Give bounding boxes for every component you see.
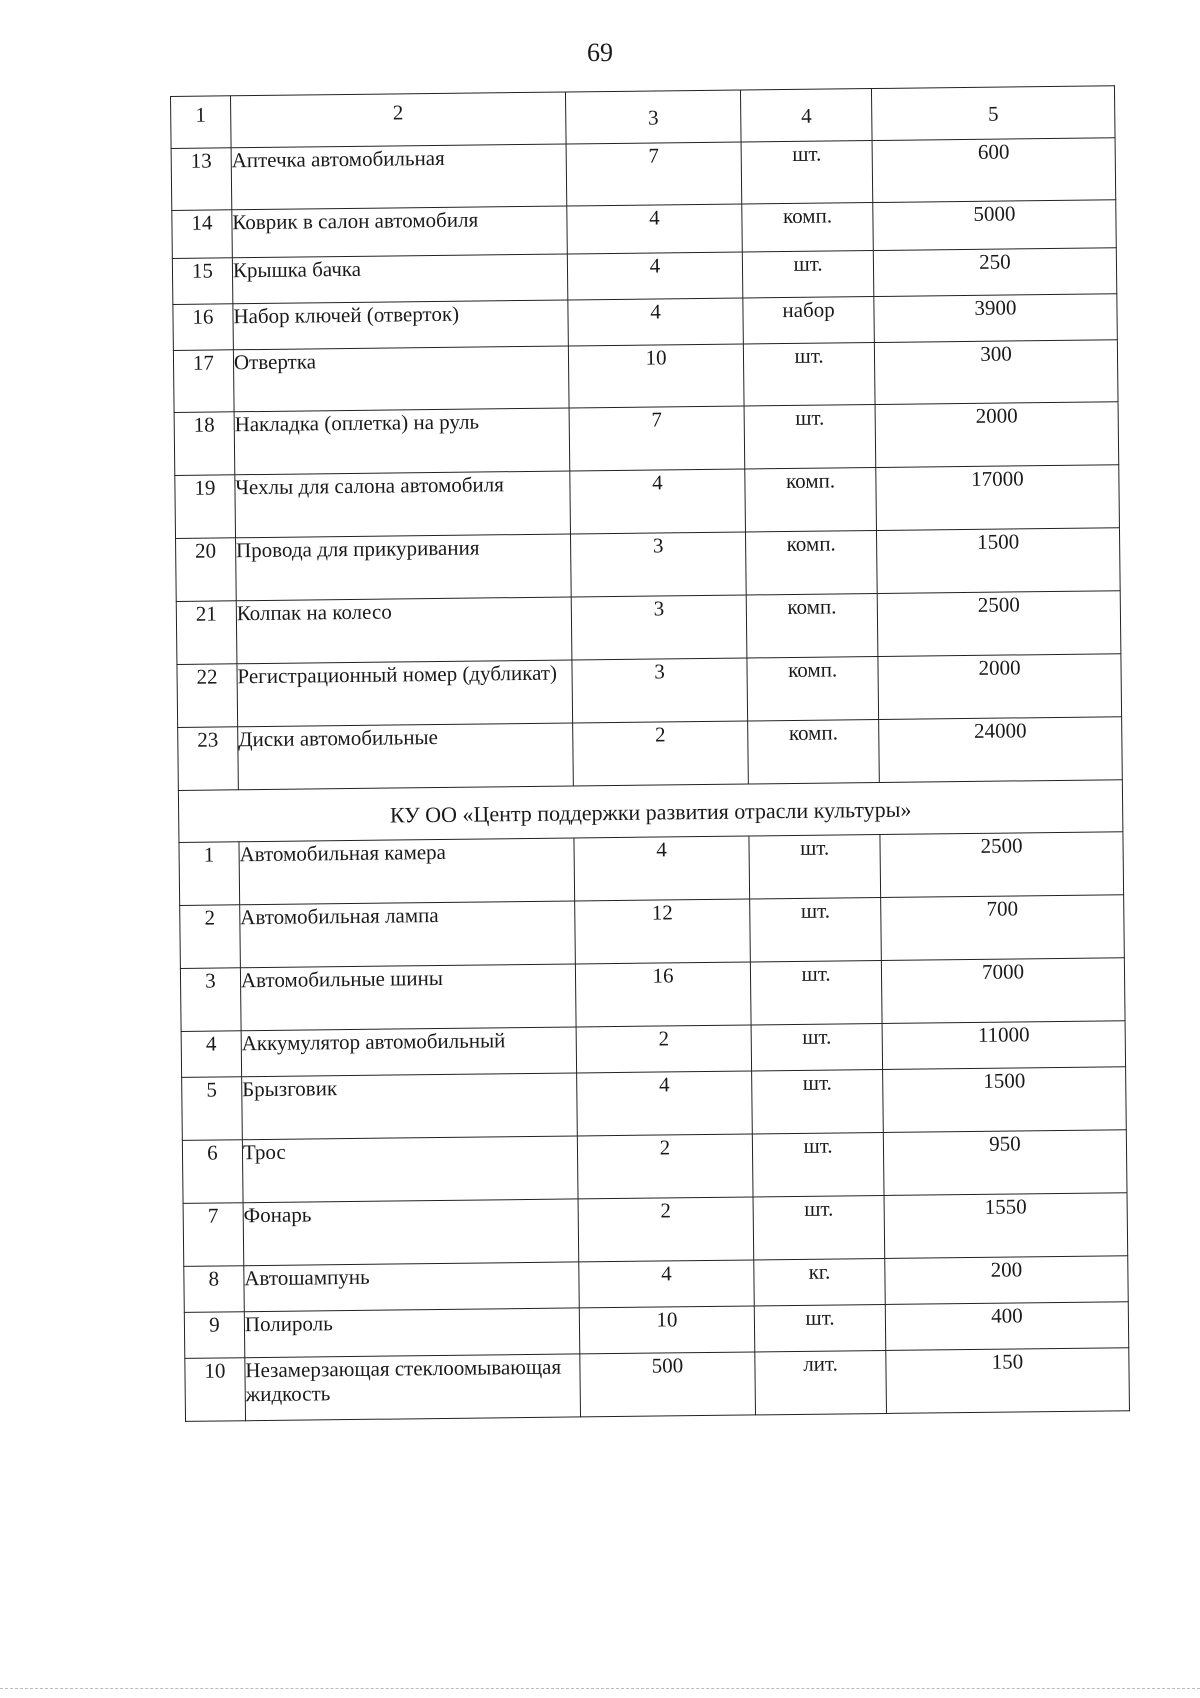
header-col-5: 5	[872, 86, 1116, 141]
item-number: 4	[181, 1031, 241, 1078]
item-price: 3900	[874, 294, 1117, 343]
item-number: 3	[180, 968, 241, 1032]
item-quantity: 2	[577, 1134, 753, 1199]
item-number: 21	[176, 601, 237, 665]
item-quantity: 4	[579, 1260, 755, 1308]
table-row	[173, 340, 1118, 413]
item-unit: комп.	[746, 531, 878, 595]
item-unit: шт.	[750, 897, 882, 961]
table-row	[182, 1067, 1127, 1141]
table-row	[185, 1348, 1130, 1422]
section-title: КУ ОО «Центр поддержки развития отрасли культуры»	[178, 780, 1123, 843]
item-number: 10	[185, 1358, 246, 1422]
item-name: Провода для прикуривания	[235, 534, 571, 601]
table-row	[177, 654, 1122, 728]
item-price: 2500	[877, 591, 1121, 657]
item-quantity: 10	[579, 1306, 755, 1354]
header-col-2: 2	[230, 92, 566, 148]
item-unit: шт.	[752, 1069, 884, 1133]
item-unit: шт.	[753, 1195, 885, 1259]
item-price: 200	[885, 1256, 1128, 1305]
item-name: Трос	[242, 1136, 578, 1203]
item-name: Аккумулятор автомобильный	[241, 1027, 577, 1077]
item-price: 2500	[880, 832, 1124, 898]
item-unit: шт.	[742, 251, 873, 298]
item-name: Чехлы для салона автомобиля	[235, 471, 571, 538]
item-number: 13	[171, 148, 232, 211]
item-unit: шт.	[744, 343, 876, 406]
item-name: Брызговик	[242, 1073, 578, 1140]
item-name: Автошампунь	[244, 1262, 580, 1312]
item-number: 19	[175, 475, 236, 539]
table-row	[176, 528, 1121, 602]
item-unit: шт.	[751, 960, 883, 1024]
item-name: Автомобильные шины	[240, 964, 576, 1031]
item-name: Фонарь	[243, 1199, 579, 1266]
items-table-body	[171, 86, 1130, 1422]
items-table	[170, 85, 1130, 1422]
table-row	[179, 832, 1124, 906]
item-name: Автомобильная лампа	[240, 901, 576, 968]
item-number: 2	[180, 905, 241, 969]
header-col-1: 1	[171, 96, 231, 149]
header-col-4: 4	[741, 89, 872, 142]
item-quantity: 10	[568, 344, 744, 408]
item-unit: шт.	[744, 405, 876, 469]
item-quantity: 3	[570, 532, 746, 597]
item-quantity: 12	[575, 899, 751, 964]
item-number: 9	[184, 1312, 244, 1359]
item-quantity: 7	[566, 142, 742, 206]
item-number: 1	[179, 842, 240, 906]
header-col-3: 3	[565, 90, 741, 144]
item-quantity: 7	[569, 406, 745, 471]
item-number: 22	[177, 664, 238, 728]
item-quantity: 4	[574, 836, 750, 901]
item-price: 300	[874, 340, 1118, 405]
item-number: 23	[178, 727, 239, 791]
item-name: Накладка (оплетка) на руль	[234, 408, 570, 475]
item-quantity: 2	[576, 1025, 752, 1073]
item-quantity: 4	[567, 252, 743, 300]
item-quantity: 4	[568, 298, 744, 346]
item-number: 20	[176, 538, 237, 602]
item-price: 2000	[878, 654, 1122, 720]
item-quantity: 2	[573, 721, 749, 786]
table-row	[180, 958, 1125, 1032]
table-row	[174, 402, 1119, 476]
table-row	[183, 1193, 1128, 1267]
item-price: 950	[883, 1130, 1127, 1196]
item-price: 1550	[884, 1193, 1128, 1259]
item-price: 5000	[873, 200, 1116, 251]
item-name: Коврик в салон автомобиля	[232, 206, 568, 258]
item-name: Полироль	[244, 1308, 580, 1358]
item-name: Крышка бачка	[232, 254, 568, 304]
item-name: Аптечка автомобильная	[231, 144, 567, 210]
scan-edge-line	[0, 1688, 1200, 1689]
item-number: 18	[174, 412, 235, 476]
item-unit: набор	[743, 297, 874, 344]
item-name: Регистрационный номер (дубликат)	[237, 660, 573, 727]
item-price: 150	[886, 1348, 1130, 1414]
item-price: 24000	[879, 717, 1123, 783]
item-price: 600	[872, 138, 1116, 203]
item-name: Диски автомобильные	[238, 723, 574, 790]
item-quantity: 2	[578, 1197, 754, 1262]
item-number: 5	[182, 1077, 243, 1141]
item-quantity: 4	[576, 1071, 752, 1136]
item-number: 15	[172, 258, 232, 305]
table-row	[176, 591, 1121, 665]
item-name: Автомобильная камера	[239, 838, 575, 905]
item-unit: комп.	[746, 594, 878, 658]
item-quantity: 16	[575, 962, 751, 1027]
item-name: Колпак на колесо	[236, 597, 572, 664]
table-row	[182, 1130, 1127, 1204]
item-name: Незамерзающая стеклоомывающая жидкость	[245, 1354, 581, 1421]
item-number: 14	[172, 210, 232, 259]
item-unit: шт.	[741, 141, 873, 204]
item-name: Отвертка	[233, 346, 569, 412]
item-quantity: 4	[570, 469, 746, 534]
item-price: 700	[881, 895, 1125, 961]
item-price: 1500	[877, 528, 1121, 594]
item-unit: шт.	[754, 1304, 885, 1351]
item-unit: шт.	[751, 1023, 882, 1070]
item-unit: шт.	[749, 834, 881, 898]
item-quantity: 500	[580, 1352, 756, 1417]
item-price: 17000	[876, 465, 1120, 531]
item-unit: шт.	[752, 1132, 884, 1196]
table-row	[171, 138, 1116, 211]
item-price: 11000	[882, 1021, 1125, 1070]
item-price: 1500	[883, 1067, 1127, 1133]
item-quantity: 3	[571, 595, 747, 660]
table-row	[175, 465, 1120, 539]
page-number: 69	[587, 38, 613, 67]
table-row	[178, 717, 1123, 791]
item-price: 2000	[875, 402, 1119, 468]
item-price: 7000	[881, 958, 1125, 1024]
item-unit: кг.	[754, 1258, 885, 1305]
item-number: 17	[173, 350, 234, 413]
item-quantity: 3	[572, 658, 748, 723]
item-price: 400	[885, 1302, 1128, 1351]
item-unit: комп.	[745, 468, 877, 532]
item-name: Набор ключей (отверток)	[233, 300, 569, 350]
item-number: 6	[182, 1140, 243, 1204]
item-unit: комп.	[747, 657, 879, 721]
item-number: 7	[183, 1203, 244, 1267]
item-quantity: 4	[567, 204, 743, 254]
item-number: 16	[173, 304, 233, 351]
item-unit: лит.	[755, 1350, 887, 1414]
item-unit: комп.	[748, 720, 880, 784]
item-unit: комп.	[742, 203, 873, 252]
item-number: 8	[184, 1266, 244, 1313]
table-row	[180, 895, 1125, 969]
item-price: 250	[873, 248, 1116, 297]
